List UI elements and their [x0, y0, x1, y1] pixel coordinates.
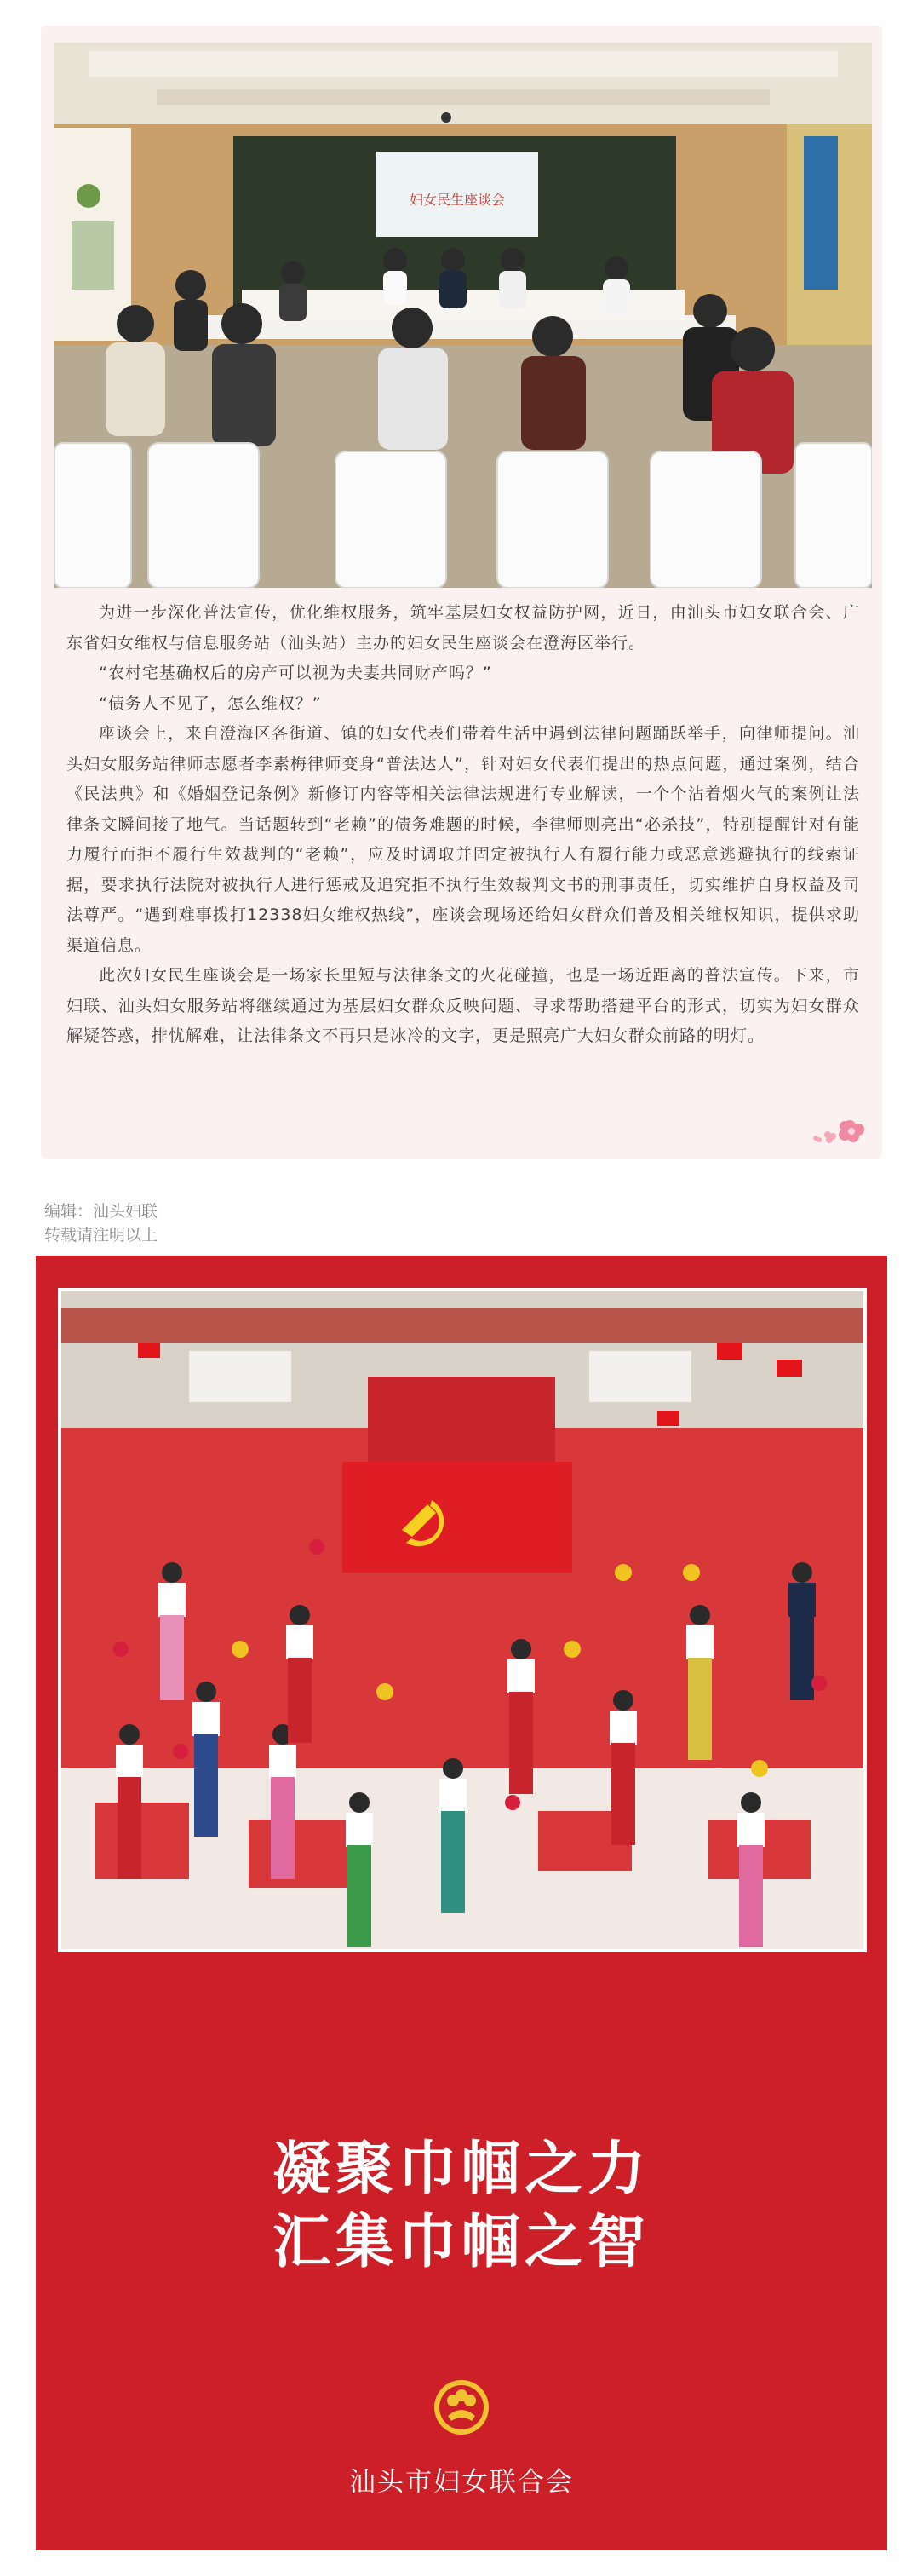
slogan-line-1: 凝聚巾帼之力 — [272, 2135, 651, 2203]
womens-federation-emblem-icon — [433, 2378, 490, 2436]
poster-banner — [36, 1256, 887, 2550]
slogan-line-2: 汇集巾帼之智 — [272, 2208, 651, 2276]
performance-photo — [58, 1288, 867, 1952]
article-paragraph-5: 此次妇女民生座谈会是一场家长里短与法律条文的火花碰撞，也是一场近距离的普法宣传。下来，市妇联、汕头妇女服务站将继续通过为基层妇女群众反映问题、寻求帮助搭建平台的形式，切实为妇女群众解疑答惑，排忧解难，让法律条文不再只是冰冷的文字，更是照亮广大妇女群众前路的明灯。 — [66, 966, 860, 1045]
article-paragraph-3: “债务人不见了，怎么维权？” — [99, 693, 322, 713]
meeting-photo — [54, 43, 872, 588]
organization-name: 汕头市妇女联合会 — [349, 2467, 574, 2498]
article-paragraph-2: “农村宅基确权后的房产可以视为夫妻共同财产吗？” — [99, 664, 492, 682]
article-paragraph-1: 为进一步深化普法宣传，优化维权服务，筑牢基层妇女权益防护网，近日，由汕头市妇女联合会、广东省妇女维权与信息服务站（汕头站）主办的妇女民生座谈会在澄海区举行。 — [66, 603, 860, 653]
article-body — [66, 598, 860, 1052]
editor-line: 编辑：汕头妇联 — [44, 1202, 158, 1221]
screen-banner-text: 妇女民生座谈会 — [409, 192, 506, 208]
editor-note — [44, 1199, 158, 1247]
article-card — [41, 26, 882, 1159]
flower-decoration-icon — [809, 1111, 869, 1145]
article-paragraph-4: 座谈会上，来自澄海区各街道、镇的妇女代表们带着生活中遇到法律问题踊跃举手，向律师提问。汕头妇女服务站律师志愿者李素梅律师变身“普法达人”，针对妇女代表们提出的热点问题，通过案例，结合《民法典》和《婚姻登记条例》新修订内容等相关法律法规进行专业解读，一个个沾着烟火气的案例让法律条文瞬间接了地气。当话题转到“老赖”的债务难题的时候，李律师则亮出“必杀技”，特别提醒针对有能力履行而拒不履行生效裁判的“老赖”，应及时调取并固定被执行人有履行能力或恶意逃避执行的线索证据，要求执行法院对被执行人进行惩戒及追究拒不执行生效裁判文书的刑事责任，切实维护自身权益及司法尊严。“遇到难事拨打12338妇女维权热线”，座谈会现场还给妇女群众们普及相关维权知识，提供求助渠道信息。 — [66, 724, 860, 955]
reprint-line: 转载请注明以上 — [44, 1226, 158, 1245]
